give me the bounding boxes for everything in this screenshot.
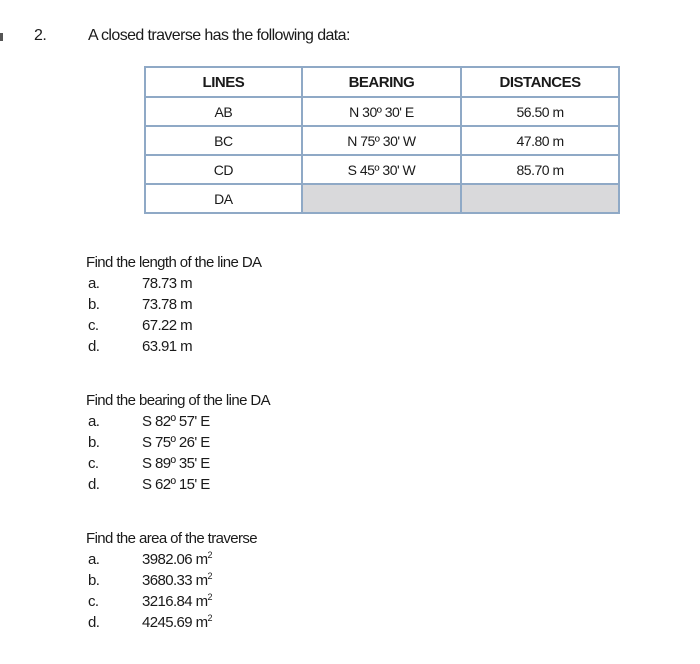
table-row [145, 155, 619, 184]
cell-distance: 56.50 m [461, 97, 619, 126]
header-lines: LINES [145, 67, 302, 97]
unit-superscript: 2 [207, 550, 212, 560]
choice-c[interactable] [86, 453, 270, 474]
cell-line: DA [145, 184, 302, 213]
choice-text: 3216.84 $m^2$ [142, 592, 212, 610]
choice-b[interactable] [86, 432, 270, 453]
choice-a[interactable] [86, 273, 261, 294]
choice-letter: c. [88, 593, 99, 610]
cell-line: BC [145, 126, 302, 155]
choice-text: 73.78 m [142, 296, 192, 313]
choice-text: 78.73 m [142, 275, 192, 292]
choice-d[interactable] [86, 336, 261, 357]
header-bearing: BEARING [302, 67, 461, 97]
choice-b[interactable] [86, 294, 261, 315]
choice-letter: d. [88, 476, 100, 493]
cell-line: AB [145, 97, 302, 126]
table-header-row [145, 67, 619, 97]
choice-text: S 82º 57' E [142, 413, 210, 430]
cell-bearing: N 75º 30' W [302, 126, 461, 155]
question-length-da [86, 253, 261, 357]
choice-letter: d. [88, 614, 100, 631]
choice-text: 63.91 m [142, 338, 192, 355]
question-prompt: Find the area of the traverse [86, 530, 258, 547]
choice-letter: a. [88, 413, 100, 430]
traverse-data-table [144, 66, 620, 214]
cell-bearing: S 45º 30' W [302, 155, 461, 184]
unit-superscript: 2 [207, 571, 212, 581]
cell-distance: 85.70 m [461, 155, 619, 184]
choice-c[interactable] [86, 315, 261, 336]
choice-text: S 89º 35' E [142, 455, 210, 472]
question-prompt: Find the bearing of the line DA [86, 392, 271, 409]
choice-letter: b. [88, 434, 100, 451]
choice-letter: b. [88, 296, 100, 313]
unit-superscript: 2 [207, 613, 212, 623]
choice-d[interactable] [86, 612, 257, 633]
margin-mark [0, 33, 3, 41]
choice-letter: b. [88, 572, 100, 589]
table-row [145, 97, 619, 126]
choice-a[interactable] [86, 549, 257, 570]
unit-superscript: 2 [207, 592, 212, 602]
choice-c[interactable] [86, 591, 257, 612]
cell-bearing-unknown [302, 184, 461, 213]
choice-letter: c. [88, 455, 99, 472]
question-bearing-da [86, 391, 270, 495]
choice-letter: d. [88, 338, 100, 355]
cell-line: CD [145, 155, 302, 184]
question-number: 2. [34, 27, 47, 44]
choice-letter: a. [88, 551, 100, 568]
choice-a[interactable] [86, 411, 270, 432]
question-prompt: Find the length of the line DA [86, 254, 262, 271]
choice-d[interactable] [86, 474, 270, 495]
cell-distance-unknown [461, 184, 619, 213]
choice-text: 3680.33 $m^2$ [142, 571, 212, 589]
question-area-traverse [86, 529, 257, 633]
cell-distance: 47.80 m [461, 126, 619, 155]
cell-bearing: N 30º 30' E [302, 97, 461, 126]
choice-b[interactable] [86, 570, 257, 591]
table-row [145, 184, 619, 213]
choice-text: S 62º 15' E [142, 476, 210, 493]
choice-text: 3982.06 $m^2$ [142, 550, 212, 568]
header-distances: DISTANCES [461, 67, 619, 97]
choice-text: 67.22 m [142, 317, 192, 334]
choice-text: 4245.69 $m^2$ [142, 613, 212, 631]
choice-text: S 75º 26' E [142, 434, 210, 451]
choice-letter: a. [88, 275, 100, 292]
table-row [145, 126, 619, 155]
question-intro: A closed traverse has the following data: [88, 27, 350, 44]
choice-letter: c. [88, 317, 99, 334]
